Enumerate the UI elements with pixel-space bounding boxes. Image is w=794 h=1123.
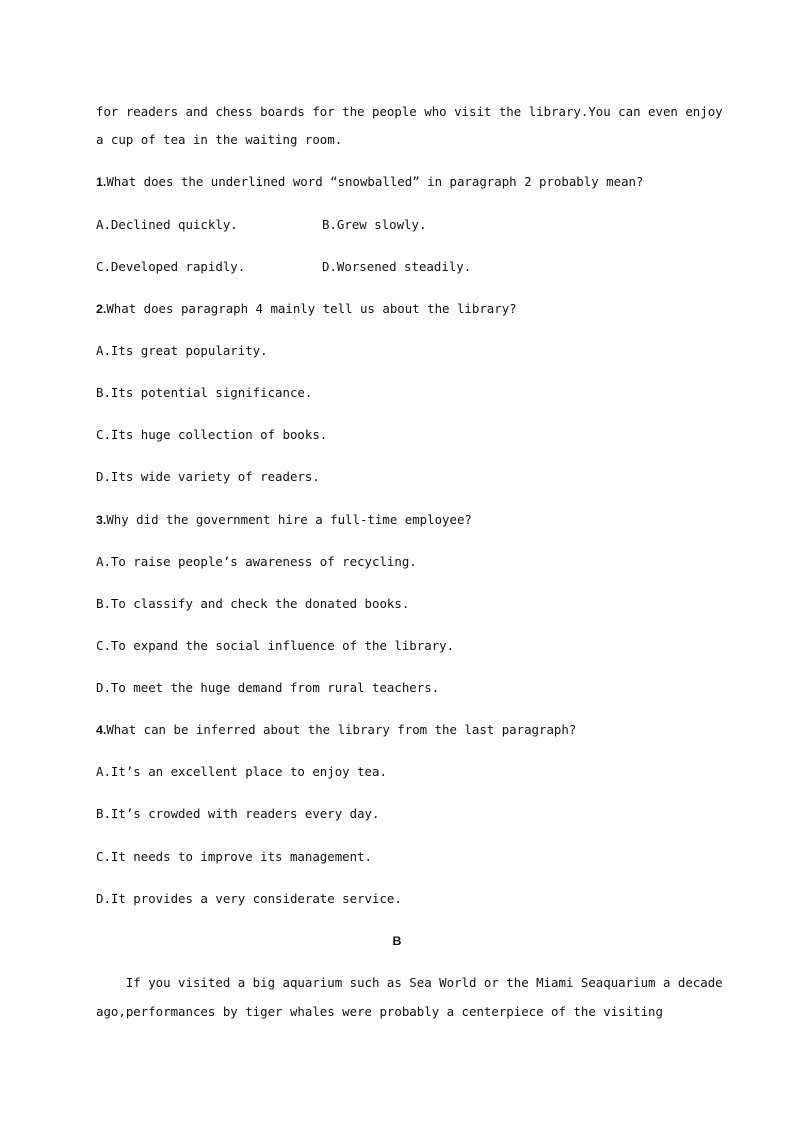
question-text: What does the underlined word “snowballed” in paragraph 2 probably mean? [106, 174, 644, 189]
option-2a: A.Its great popularity. [96, 343, 268, 358]
option-4a: A.It’s an excellent place to enjoy tea. [96, 764, 387, 779]
question-4 [96, 722, 576, 738]
option-4c: C.It needs to improve its management. [96, 849, 373, 864]
question-3 [96, 512, 472, 528]
question-2 [96, 301, 517, 317]
question-number: 1. [96, 175, 107, 189]
question-text: What does paragraph 4 mainly tell us about the library? [106, 301, 517, 316]
question-1 [96, 174, 643, 190]
passage-text-line: a cup of tea in the waiting room. [96, 132, 343, 147]
option-4b: B.It’s crowded with readers every day. [96, 806, 380, 821]
question-number: 3. [96, 513, 107, 527]
option-1c: C.Developed rapidly. [96, 259, 246, 274]
passage-text-line: If you visited a big aquarium such as Sea World or the Miami Seaquarium a decade [96, 975, 723, 990]
option-3a: A.To raise people’s awareness of recycling. [96, 554, 417, 569]
option-3c: C.To expand the social influence of the library. [96, 638, 455, 653]
question-number: 2. [96, 302, 107, 316]
option-1a: A.Declined quickly. [96, 217, 238, 232]
option-2b: B.Its potential significance. [96, 385, 313, 400]
option-3b: B.To classify and check the donated books. [96, 596, 410, 611]
section-heading: B [392, 934, 402, 948]
passage-text-line: ago,performances by tiger whales were probably a centerpiece of the visiting [96, 1004, 663, 1019]
option-4d: D.It provides a very considerate service. [96, 891, 402, 906]
option-2d: D.Its wide variety of readers. [96, 469, 320, 484]
option-3d: D.To meet the huge demand from rural teachers. [96, 680, 440, 695]
question-text: What can be inferred about the library from the last paragraph? [106, 722, 577, 737]
option-2c: C.Its huge collection of books. [96, 427, 328, 442]
option-1d: D.Worsened steadily. [322, 259, 472, 274]
question-text: Why did the government hire a full-time employee? [106, 512, 472, 527]
option-1b: B.Grew slowly. [322, 217, 427, 232]
question-number: 4. [96, 723, 107, 737]
passage-text-line: for readers and chess boards for the people who visit the library.You can even enjoy [96, 104, 723, 119]
